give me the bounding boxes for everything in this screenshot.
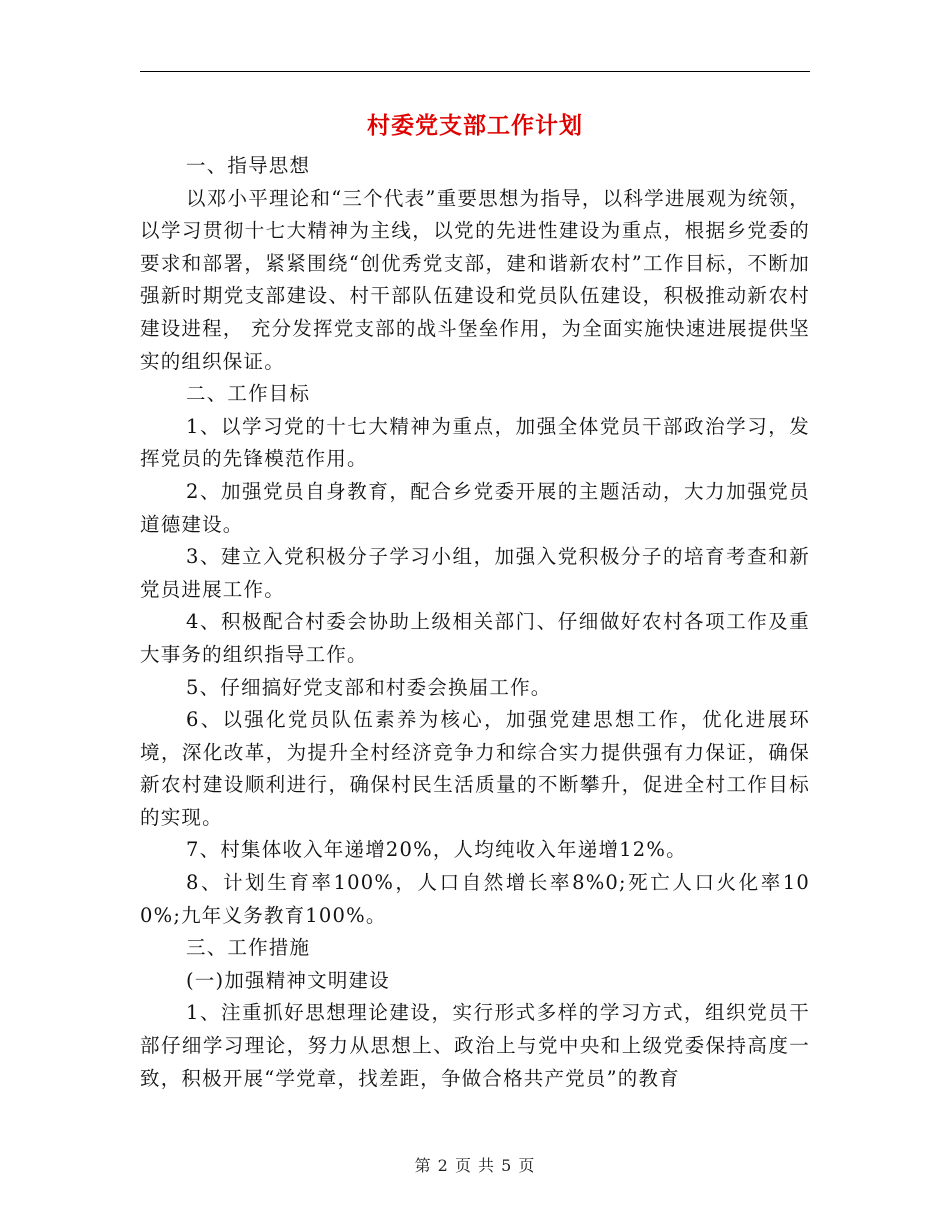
goal-item-1: 1、以学习党的十七大精神为重点，加强全体党员干部政治学习，发挥党员的先锋模范作用。 (140, 414, 810, 471)
document-title: 村委党支部工作计划 (367, 112, 583, 139)
heading-work-measures: 三、工作措施 (186, 936, 311, 960)
header-rule (140, 71, 810, 72)
goal-item-5: 5、仔细搞好党支部和村委会换届工作。 (186, 675, 552, 699)
document-body (140, 150, 810, 1095)
paragraph-guiding-ideology: 以邓小平理论和“三个代表”重要思想为指导，以科学进展观为统领，以学习贯彻十七大精神为主线，以党的先进性建设为重点，根据乡党委的要求和部署，紧紧围绕“创优秀党支部，建和谐新农村”工作目标，不断加强新时期党支部建设、村干部队伍建设和党员队伍建设，积极推动新农村建设进程， 充分发挥党支部的战斗堡垒作用，为全面实施快速进展提供坚实的组织保证。 (140, 186, 810, 373)
goal-item-4: 4、积极配合村委会协助上级相关部门、仔细做好农村各项工作及重大事务的组织指导工作。 (140, 610, 810, 666)
measure-item-1: 1、注重抓好思想理论建设，实行形式多样的学习方式，组织党员干部仔细学习理论，努力从思想上、政治上与党中央和上级党委保持高度一致，积极开展“学党章，找差距，争做合格共产党员”的教育 (140, 1001, 810, 1090)
goal-item-3: 3、建立入党积极分子学习小组，加强入党积极分子的培育考查和新党员进展工作。 (140, 545, 810, 601)
goal-item-7: 7、村集体收入年递增20%，人均纯收入年递增12%。 (186, 838, 687, 862)
goal-item-2: 2、加强党员自身教育，配合乡党委开展的主题活动，大力加强党员道德建设。 (140, 479, 810, 536)
page-number-footer: 第 2 页 共 5 页 (414, 1156, 536, 1175)
heading-guiding-ideology: 一、指导思想 (186, 154, 311, 177)
heading-work-goals: 二、工作目标 (186, 382, 311, 406)
goal-item-6: 6、以强化党员队伍素养为核心，加强党建思想工作，优化进展环境，深化改革，为提升全村经济竞争力和综合实力提供强有力保证，确保新农村建设顺利进行，确保村民生活质量的不断攀升，促进全村工作目标的实现。 (140, 708, 810, 829)
goal-item-8: 8、计划生育率100%，人口自然增长率8%0;死亡人口火化率100%;九年义务教育100%。 (140, 871, 810, 927)
subheading-spiritual-civilization: (一)加强精神文明建设 (186, 968, 390, 992)
